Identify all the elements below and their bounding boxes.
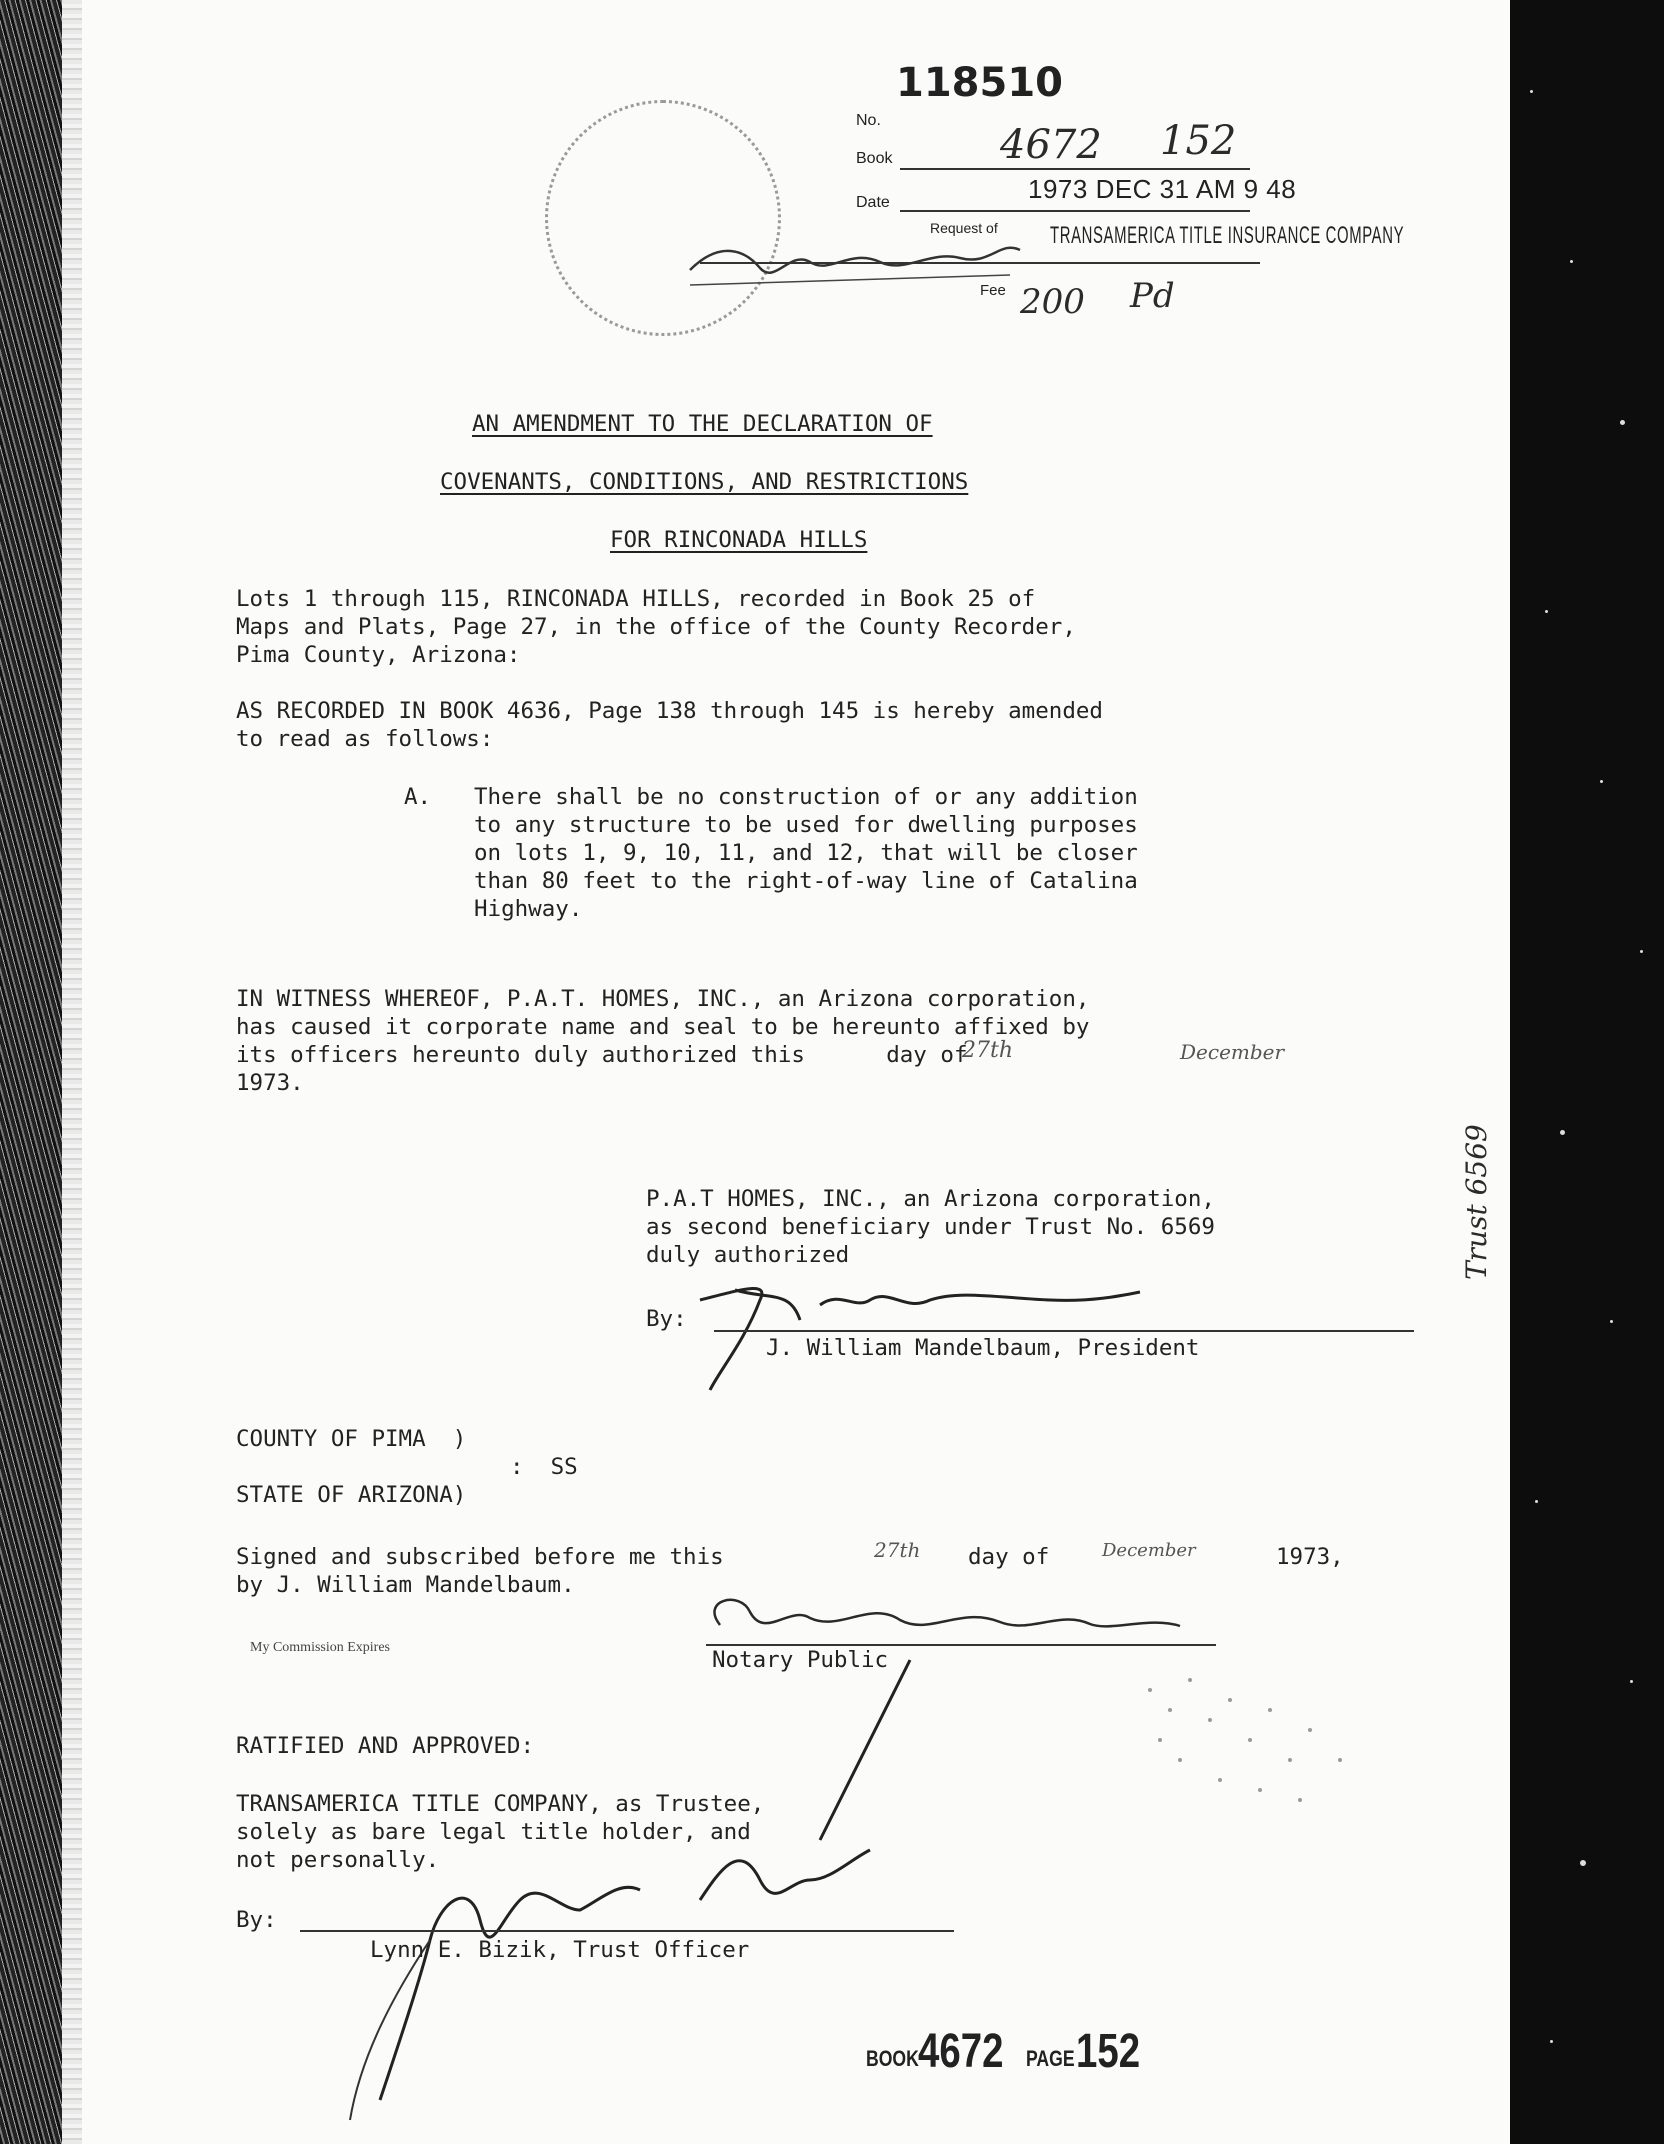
stamp-date-value: 1973 DEC 31 AM 9 48: [1028, 174, 1297, 204]
ratified-by-label: By:: [236, 1907, 277, 1933]
stamp-fee-label: Fee: [980, 282, 1006, 299]
ratified-heading: RATIFIED AND APPROVED:: [236, 1733, 535, 1759]
bizik-signature-mark: [380, 1660, 910, 2100]
notary-signature-mark: [714, 1600, 1180, 1626]
stamp-fee-suffix: Pd: [1130, 276, 1175, 316]
signatory-line-1: P.A.T HOMES, INC., an Arizona corporation,: [646, 1186, 1215, 1212]
footer-page-number: 152: [1076, 2025, 1141, 2078]
stamp-fee-value: 200: [1020, 282, 1085, 322]
bizik-signature-loop: [350, 1940, 430, 2120]
venue-state: STATE OF ARIZONA): [236, 1482, 467, 1508]
document-title-line-2: COVENANTS, CONDITIONS, AND RESTRICTIONS: [440, 469, 969, 495]
ratified-name: Lynn E. Bizik, Trust Officer: [370, 1937, 750, 1963]
stamp-requested-by: TRANSAMERICA TITLE INSURANCE COMPANY: [1050, 222, 1405, 249]
item-line-3: on lots 1, 9, 10, 11, and 12, that will be closer: [474, 840, 1138, 866]
recorder-signature-mark: [690, 248, 1020, 273]
ratified-line-3: not personally.: [236, 1847, 440, 1873]
witness-line-3: its officers hereunto duly authorized this day of: [236, 1042, 968, 1068]
item-line-1: There shall be no construction of or any addition: [474, 784, 1138, 810]
notary-seal-dots: [1148, 1678, 1342, 1802]
footer-book-number: 4672: [918, 2025, 1004, 2078]
notary-day-handwritten: 27th: [874, 1538, 921, 1562]
item-line-5: Highway.: [474, 896, 583, 922]
witness-line-1: IN WITNESS WHEREOF, P.A.T. HOMES, INC., an Arizona corporation,: [236, 986, 1090, 1012]
signatory-name: J. William Mandelbaum, President: [766, 1335, 1200, 1361]
notary-line-1-pre: Signed and subscribed before me this: [236, 1544, 724, 1570]
ratified-signature-line: [300, 1930, 954, 1932]
item-line-2: to any structure to be used for dwelling purposes: [474, 812, 1138, 838]
stamp-page-handwritten: 152: [1160, 118, 1237, 164]
notary-line-1-post: 1973,: [1276, 1544, 1344, 1570]
stamp-label-date: Date: [856, 194, 890, 211]
notary-line-2: by J. William Mandelbaum.: [236, 1572, 575, 1598]
footer-book-label: BOOK: [866, 2046, 919, 2071]
recording-number: 118510: [896, 60, 1063, 106]
notary-line-1-mid: day of: [968, 1544, 1050, 1570]
recorded-line-2: to read as follows:: [236, 726, 494, 752]
intro-line-2: Maps and Plats, Page 27, in the office of the County Recorder,: [236, 614, 1076, 640]
venue-county: COUNTY OF PIMA ): [236, 1426, 467, 1452]
document-title-line-1: AN AMENDMENT TO THE DECLARATION OF: [472, 411, 933, 437]
intro-line-1: Lots 1 through 115, RINCONADA HILLS, recorded in Book 25 of: [236, 586, 1036, 612]
signatory-line-3: duly authorized: [646, 1242, 850, 1268]
item-letter: A.: [404, 784, 432, 810]
witness-day-handwritten: 27th: [962, 1038, 1014, 1063]
witness-month-handwritten: December: [1180, 1040, 1285, 1064]
venue-ss: : SS: [510, 1454, 578, 1480]
ratified-line-2: solely as bare legal title holder, and: [236, 1819, 751, 1845]
signatory-signature-line: [714, 1330, 1414, 1332]
notary-commission-label: My Commission Expires: [250, 1640, 391, 1655]
stamp-label-no: No.: [856, 112, 881, 129]
recorded-line-1: AS RECORDED IN BOOK 4636, Page 138 through 145 is hereby amended: [236, 698, 1103, 724]
signatory-line-2: as second beneficiary under Trust No. 6569: [646, 1214, 1215, 1240]
ratified-line-1: TRANSAMERICA TITLE COMPANY, as Trustee,: [236, 1791, 765, 1817]
intro-line-3: Pima County, Arizona:: [236, 642, 521, 668]
recorder-signature-underline: [690, 275, 1010, 285]
notary-public-label: Notary Public: [712, 1647, 889, 1673]
stamp-request-label: Request of: [930, 220, 998, 236]
stamp-label-book: Book: [856, 150, 893, 167]
witness-line-2: has caused it corporate name and seal to be hereunto affixed by: [236, 1014, 1090, 1040]
margin-note-trust: Trust 6569: [1460, 1124, 1493, 1280]
witness-line-4: 1973.: [236, 1070, 304, 1096]
notary-month-handwritten: December: [1102, 1540, 1196, 1561]
document-title-line-3: FOR RINCONADA HILLS: [610, 527, 868, 553]
stamp-book-handwritten: 4672: [1000, 122, 1102, 168]
footer-page-label: PAGE: [1026, 2046, 1075, 2071]
item-line-4: than 80 feet to the right-of-way line of Catalina: [474, 868, 1138, 894]
signatory-by-label: By:: [646, 1306, 687, 1332]
